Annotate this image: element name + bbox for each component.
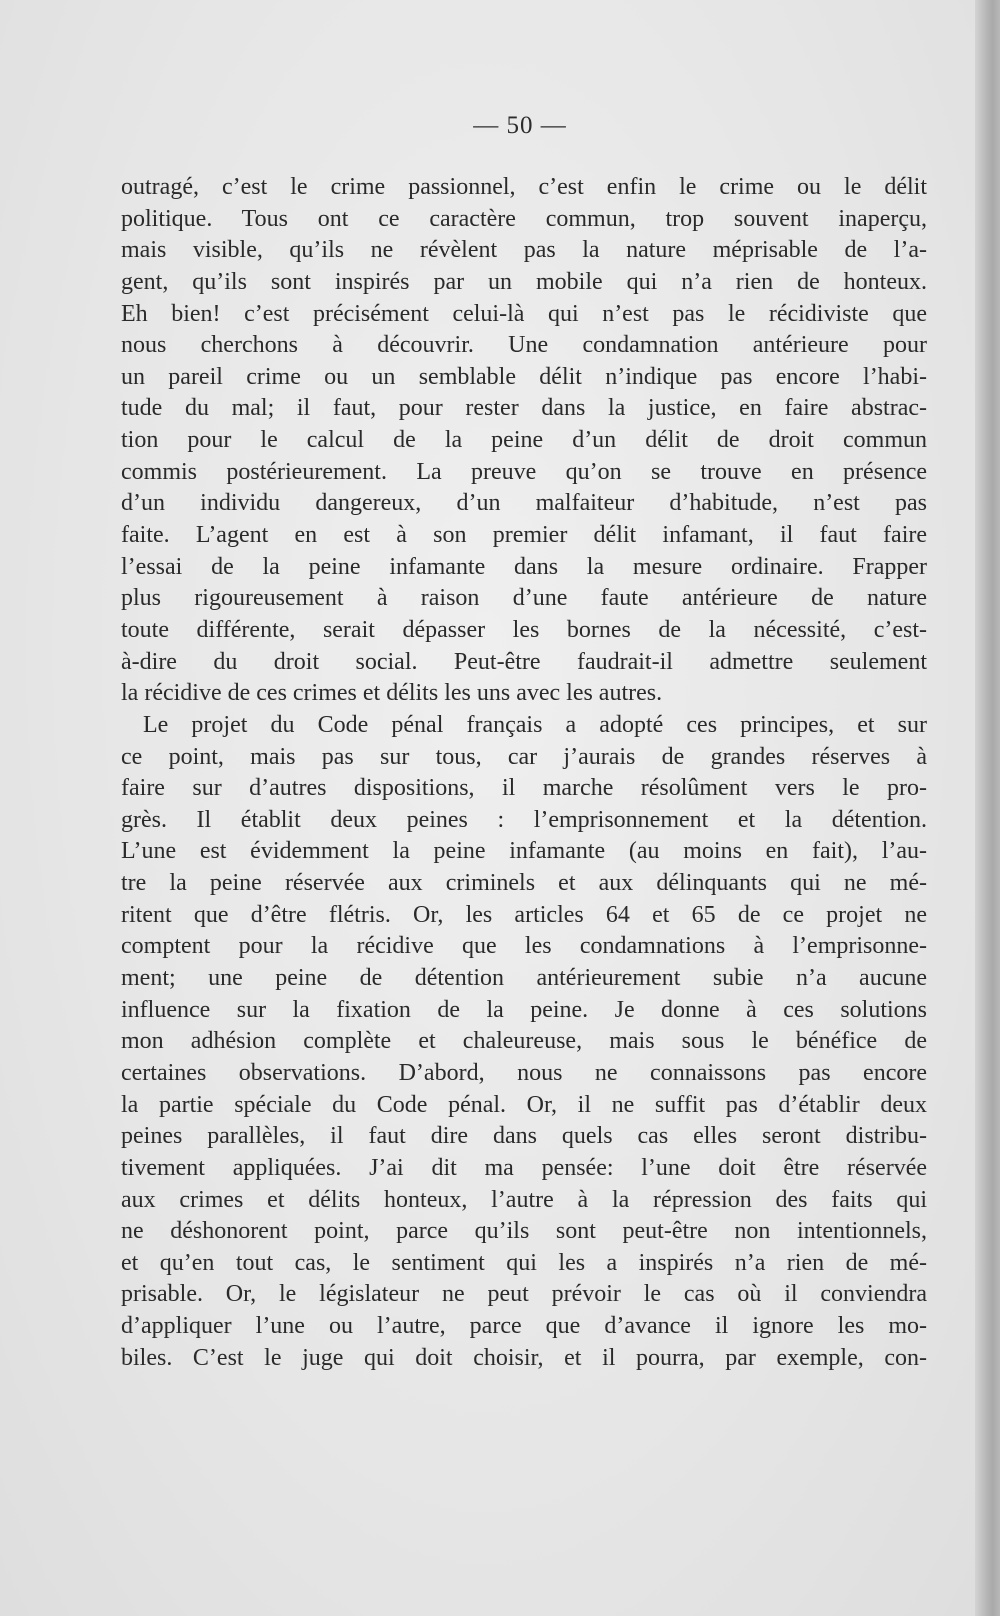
text-line: ment; une peine de détention antérieurement subie n’a aucune bbox=[121, 965, 927, 992]
text-line: ne déshonorent point, parce qu’ils sont peut-être non intentionnels, bbox=[121, 1218, 927, 1245]
text-line: mais visible, qu’ils ne révèlent pas la nature méprisable de l’a- bbox=[121, 237, 927, 264]
text-line: prisable. Or, le législateur ne peut prévoir le cas où il conviendra bbox=[121, 1281, 927, 1308]
text-line: aux crimes et délits honteux, l’autre à la répression des faits qui bbox=[121, 1186, 927, 1213]
body-text bbox=[121, 172, 927, 1374]
text-line: nous cherchons à découvrir. Une condamnation antérieure pour bbox=[121, 332, 927, 359]
text-line: outragé, c’est le crime passionnel, c’est enfin le crime ou le délit bbox=[121, 174, 927, 200]
text-line: Eh bien! c’est précisément celui-là qui n’est pas le récidiviste que bbox=[121, 300, 927, 327]
text-line: tion pour le calcul de la peine d’un délit de droit commun bbox=[121, 427, 927, 454]
text-line: tude du mal; il faut, pour rester dans la justice, en faire abstrac- bbox=[121, 395, 927, 422]
text-line: à-dire du droit social. Peut-être faudrait-il admettre seulement bbox=[121, 648, 927, 675]
text-line: comptent pour la récidive que les condamnations à l’emprisonne- bbox=[121, 933, 927, 960]
text-line: commis postérieurement. La preuve qu’on se trouve en présence bbox=[121, 458, 927, 485]
text-line: L’une est évidemment la peine infamante (au moins en fait), l’au- bbox=[121, 838, 927, 865]
text-line: un pareil crime ou un semblable délit n’indique pas encore l’habi- bbox=[121, 363, 927, 390]
text-line: d’appliquer l’une ou l’autre, parce que d’avance il ignore les mo- bbox=[121, 1313, 927, 1340]
text-line: influence sur la fixation de la peine. Je donne à ces solutions bbox=[121, 996, 927, 1023]
text-line: ce point, mais pas sur tous, car j’aurais de grandes réserves à bbox=[121, 743, 927, 770]
text-line: mon adhésion complète et chaleureuse, mais sous le bénéfice de bbox=[121, 1028, 927, 1055]
text-line: biles. C’est le juge qui doit choisir, et il pourra, par exemple, con- bbox=[121, 1344, 927, 1371]
text-line: faire sur d’autres dispositions, il marche résolûment vers le pro- bbox=[121, 775, 927, 802]
text-line: faite. L’agent en est à son premier délit infamant, il faut faire bbox=[121, 522, 927, 549]
text-line: plus rigoureusement à raison d’une faute antérieure de nature bbox=[121, 585, 927, 612]
text-line: grès. Il établit deux peines : l’emprisonnement et la détention. bbox=[121, 806, 927, 833]
text-line: peines parallèles, il faut dire dans quels cas elles seront distribu- bbox=[121, 1123, 927, 1150]
text-line: politique. Tous ont ce caractère commun, trop souvent inaperçu, bbox=[121, 205, 927, 232]
paragraph-start-line: Le projet du Code pénal français a adopté ces principes, et sur bbox=[143, 711, 927, 738]
text-line: gent, qu’ils sont inspirés par un mobile qui n’a rien de honteux. bbox=[121, 268, 927, 295]
text-line: et qu’en tout cas, le sentiment qui les a inspirés n’a rien de mé- bbox=[121, 1249, 927, 1276]
text-line: toute différente, serait dépasser les bornes de la nécessité, c’est- bbox=[121, 616, 927, 643]
text-line: la partie spéciale du Code pénal. Or, il ne suffit pas d’établir deux bbox=[121, 1091, 927, 1118]
page-number: — 50 — bbox=[473, 112, 567, 139]
text-line: la récidive de ces crimes et délits les uns avec les autres. bbox=[121, 680, 663, 707]
text-line: tivement appliquées. J’ai dit ma pensée: l’une doit être réservée bbox=[121, 1154, 927, 1181]
text-line: l’essai de la peine infamante dans la mesure ordinaire. Frapper bbox=[121, 553, 927, 580]
text-line: certaines observations. D’abord, nous ne connaissons pas encore bbox=[121, 1059, 927, 1086]
book-spine-edge bbox=[975, 0, 1000, 1616]
text-line: tre la peine réservée aux criminels et aux délinquants qui ne mé- bbox=[121, 870, 927, 897]
text-line: ritent que d’être flétris. Or, les articles 64 et 65 de ce projet ne bbox=[121, 901, 927, 928]
text-line: d’un individu dangereux, d’un malfaiteur d’habitude, n’est pas bbox=[121, 490, 927, 517]
